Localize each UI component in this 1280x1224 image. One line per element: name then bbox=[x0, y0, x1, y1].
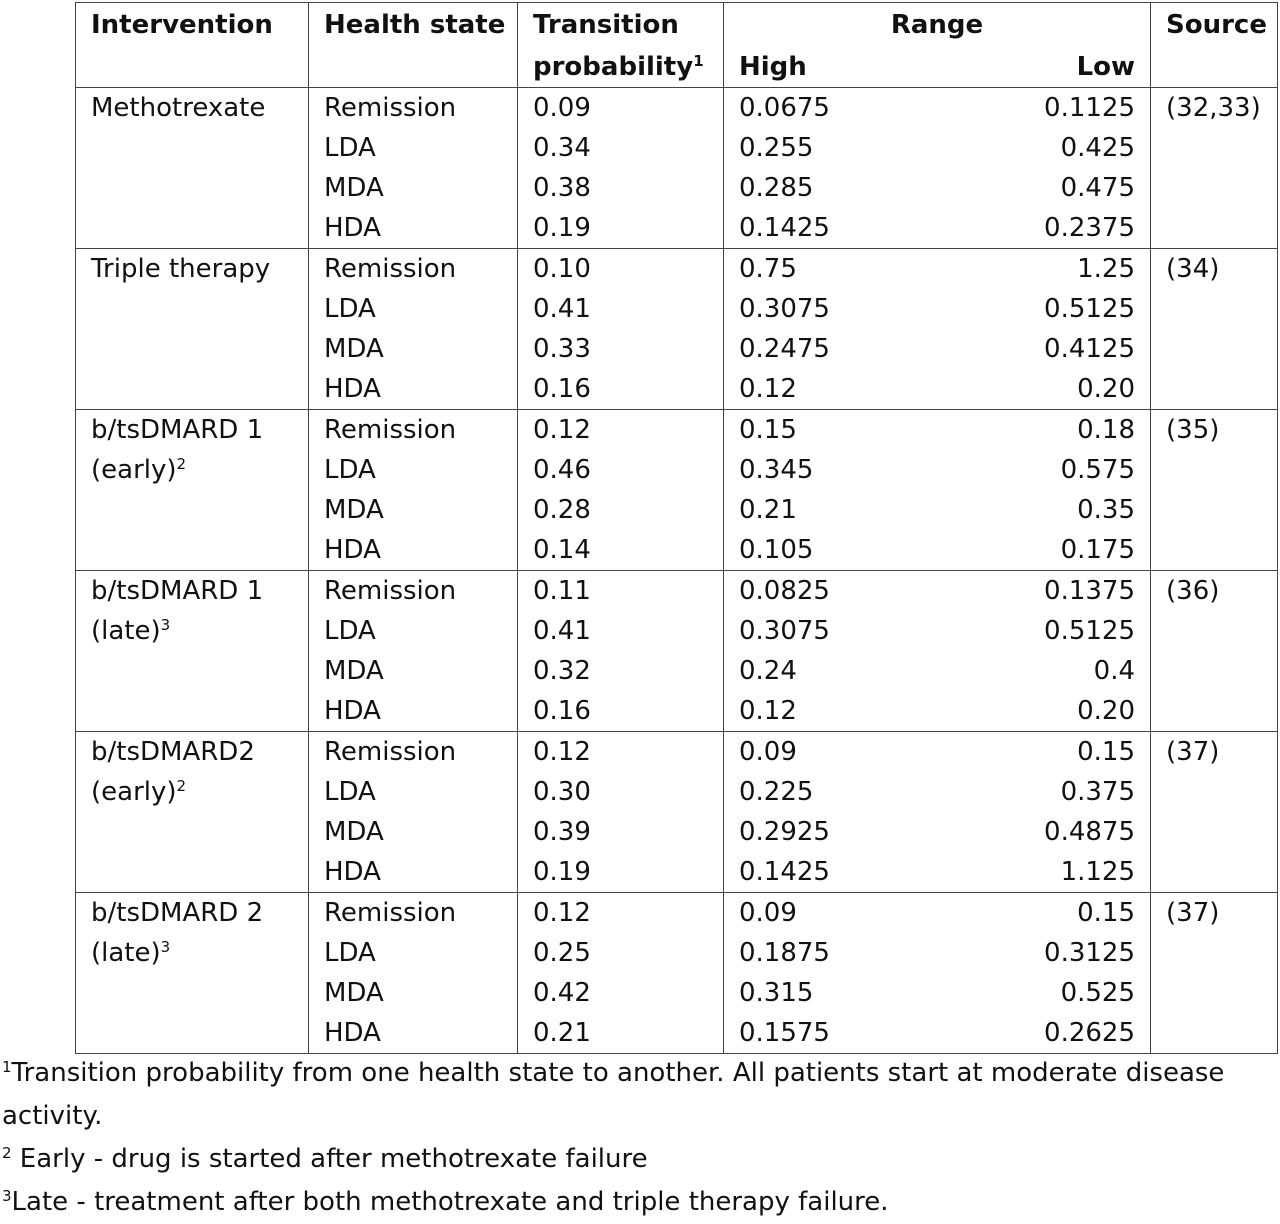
source-cell bbox=[1151, 772, 1278, 812]
health-state-cell: MDA bbox=[309, 168, 518, 208]
source-cell bbox=[1151, 530, 1278, 571]
health-state-cell: MDA bbox=[309, 329, 518, 369]
source-cell bbox=[1151, 289, 1278, 329]
range-low-cell: 1.125 bbox=[937, 852, 1151, 893]
transition-probability-cell: 0.34 bbox=[518, 128, 724, 168]
source-cell bbox=[1151, 611, 1278, 651]
health-state-cell: LDA bbox=[309, 128, 518, 168]
range-high-cell: 0.285 bbox=[724, 168, 937, 208]
range-low-cell: 0.18 bbox=[937, 410, 1151, 451]
transition-probability-cell: 0.10 bbox=[518, 249, 724, 290]
health-state-cell: LDA bbox=[309, 772, 518, 812]
transition-probability-cell: 0.12 bbox=[518, 893, 724, 934]
intervention-cell bbox=[76, 530, 309, 571]
range-low-cell: 0.575 bbox=[937, 450, 1151, 490]
intervention-cell bbox=[76, 329, 309, 369]
source-ref: (34) bbox=[1151, 249, 1278, 290]
intervention-cell bbox=[76, 208, 309, 249]
intervention-name: b/tsDMARD2 bbox=[76, 732, 309, 773]
source-cell bbox=[1151, 933, 1278, 973]
range-high-cell: 0.15 bbox=[724, 410, 937, 451]
transition-probability-cell: 0.11 bbox=[518, 571, 724, 612]
range-low-cell: 0.2375 bbox=[937, 208, 1151, 249]
range-high-cell: 0.105 bbox=[724, 530, 937, 571]
range-high-cell: 0.09 bbox=[724, 732, 937, 773]
intervention-name: b/tsDMARD 2 bbox=[76, 893, 309, 934]
range-high-cell: 0.315 bbox=[724, 973, 937, 1013]
header-source-cont bbox=[1151, 45, 1278, 88]
health-state-cell: LDA bbox=[309, 289, 518, 329]
health-state-cell: HDA bbox=[309, 691, 518, 732]
source-ref: (36) bbox=[1151, 571, 1278, 612]
header-transition-probability-cont: probability$^1$ bbox=[518, 45, 724, 88]
transition-probability-cell: 0.21 bbox=[518, 1013, 724, 1054]
range-high-cell: 0.1425 bbox=[724, 208, 937, 249]
intervention-cell bbox=[76, 1013, 309, 1054]
table-row bbox=[76, 651, 1278, 691]
health-state-cell: HDA bbox=[309, 369, 518, 410]
header-source: Source bbox=[1151, 3, 1278, 46]
range-low-cell: 0.5125 bbox=[937, 289, 1151, 329]
transition-probability-table bbox=[75, 2, 1278, 1054]
footnote-2: $^2$ Early - drug is started after methotrexate failure bbox=[2, 1144, 648, 1174]
health-state-cell: Remission bbox=[309, 249, 518, 290]
table-row bbox=[76, 812, 1278, 852]
health-state-cell: MDA bbox=[309, 973, 518, 1013]
range-high-cell: 0.75 bbox=[724, 249, 937, 290]
table-row bbox=[76, 329, 1278, 369]
header-transition-probability: Transition bbox=[518, 3, 724, 46]
intervention-cell bbox=[76, 369, 309, 410]
transition-probability-cell: 0.12 bbox=[518, 732, 724, 773]
table-row bbox=[76, 893, 1278, 934]
range-high-cell: 0.1425 bbox=[724, 852, 937, 893]
intervention-group bbox=[76, 893, 1278, 1054]
range-high-cell: 0.255 bbox=[724, 128, 937, 168]
health-state-cell: Remission bbox=[309, 893, 518, 934]
transition-probability-cell: 0.39 bbox=[518, 812, 724, 852]
range-low-cell: 0.475 bbox=[937, 168, 1151, 208]
source-cell bbox=[1151, 490, 1278, 530]
range-low-cell: 0.15 bbox=[937, 893, 1151, 934]
transition-probability-cell: 0.19 bbox=[518, 208, 724, 249]
intervention-qualifier: (early)$^2$ bbox=[76, 772, 309, 812]
range-high-cell: 0.0675 bbox=[724, 88, 937, 129]
intervention-cell bbox=[76, 691, 309, 732]
range-high-cell: 0.1575 bbox=[724, 1013, 937, 1054]
table-row bbox=[76, 208, 1278, 249]
source-cell bbox=[1151, 852, 1278, 893]
health-state-cell: LDA bbox=[309, 933, 518, 973]
health-state-cell: Remission bbox=[309, 571, 518, 612]
range-high-cell: 0.12 bbox=[724, 369, 937, 410]
range-low-cell: 0.425 bbox=[937, 128, 1151, 168]
intervention-cell bbox=[76, 651, 309, 691]
range-low-cell: 0.175 bbox=[937, 530, 1151, 571]
source-ref: (37) bbox=[1151, 893, 1278, 934]
transition-probability-cell: 0.16 bbox=[518, 369, 724, 410]
source-cell bbox=[1151, 651, 1278, 691]
range-low-cell: 1.25 bbox=[937, 249, 1151, 290]
intervention-group bbox=[76, 571, 1278, 732]
table-row bbox=[76, 168, 1278, 208]
footnote-3: $^3$Late - treatment after both methotrexate and triple therapy failure. bbox=[2, 1187, 889, 1217]
source-ref: (35) bbox=[1151, 410, 1278, 451]
range-high-cell: 0.3075 bbox=[724, 611, 937, 651]
range-low-cell: 0.4 bbox=[937, 651, 1151, 691]
header-intervention: Intervention bbox=[76, 3, 309, 46]
range-high-cell: 0.3075 bbox=[724, 289, 937, 329]
range-low-cell: 0.20 bbox=[937, 691, 1151, 732]
table-row bbox=[76, 410, 1278, 451]
source-ref: (32,33) bbox=[1151, 88, 1278, 129]
intervention-cell bbox=[76, 128, 309, 168]
header-health-state: Health state bbox=[309, 3, 518, 46]
range-low-cell: 0.4875 bbox=[937, 812, 1151, 852]
transition-probability-cell: 0.14 bbox=[518, 530, 724, 571]
range-high-cell: 0.225 bbox=[724, 772, 937, 812]
table-row bbox=[76, 289, 1278, 329]
table-row bbox=[76, 772, 1278, 812]
source-cell bbox=[1151, 329, 1278, 369]
transition-probability-cell: 0.38 bbox=[518, 168, 724, 208]
intervention-cell bbox=[76, 168, 309, 208]
transition-probability-cell: 0.41 bbox=[518, 289, 724, 329]
range-high-cell: 0.12 bbox=[724, 691, 937, 732]
health-state-cell: MDA bbox=[309, 651, 518, 691]
intervention-qualifier: (late)$^3$ bbox=[76, 611, 309, 651]
table-row bbox=[76, 128, 1278, 168]
range-high-cell: 0.21 bbox=[724, 490, 937, 530]
table-row bbox=[76, 369, 1278, 410]
table-row bbox=[76, 691, 1278, 732]
intervention-cell bbox=[76, 490, 309, 530]
source-cell bbox=[1151, 691, 1278, 732]
table-row bbox=[76, 933, 1278, 973]
intervention-qualifier: (early)$^2$ bbox=[76, 450, 309, 490]
range-low-cell: 0.35 bbox=[937, 490, 1151, 530]
footnote-1: $^1$Transition probability from one health state to another. All patients start at moderate disease activity. bbox=[2, 1058, 1225, 1131]
health-state-cell: HDA bbox=[309, 1013, 518, 1054]
source-cell bbox=[1151, 168, 1278, 208]
intervention-cell bbox=[76, 973, 309, 1013]
intervention-name: Triple therapy bbox=[76, 249, 309, 290]
transition-probability-cell: 0.30 bbox=[518, 772, 724, 812]
health-state-cell: MDA bbox=[309, 490, 518, 530]
range-high-cell: 0.2925 bbox=[724, 812, 937, 852]
range-high-cell: 0.24 bbox=[724, 651, 937, 691]
header-health-state-cont bbox=[309, 45, 518, 88]
header-range: Range bbox=[724, 3, 1151, 46]
transition-probability-cell: 0.41 bbox=[518, 611, 724, 651]
transition-probability-cell: 0.16 bbox=[518, 691, 724, 732]
transition-probability-cell: 0.32 bbox=[518, 651, 724, 691]
range-low-cell: 0.20 bbox=[937, 369, 1151, 410]
transition-probability-cell: 0.09 bbox=[518, 88, 724, 129]
range-high-cell: 0.345 bbox=[724, 450, 937, 490]
header-range-low: Low bbox=[937, 45, 1151, 88]
intervention-group bbox=[76, 732, 1278, 893]
source-cell bbox=[1151, 812, 1278, 852]
range-low-cell: 0.4125 bbox=[937, 329, 1151, 369]
transition-probability-cell: 0.25 bbox=[518, 933, 724, 973]
table-row bbox=[76, 490, 1278, 530]
intervention-group bbox=[76, 88, 1278, 249]
range-high-cell: 0.0825 bbox=[724, 571, 937, 612]
header-intervention-cont bbox=[76, 45, 309, 88]
intervention-name: b/tsDMARD 1 bbox=[76, 571, 309, 612]
table-row bbox=[76, 249, 1278, 290]
table-row bbox=[76, 973, 1278, 1013]
health-state-cell: HDA bbox=[309, 530, 518, 571]
transition-probability-cell: 0.19 bbox=[518, 852, 724, 893]
transition-probability-cell: 0.33 bbox=[518, 329, 724, 369]
table-row bbox=[76, 852, 1278, 893]
table-row bbox=[76, 732, 1278, 773]
intervention-cell bbox=[76, 289, 309, 329]
source-cell bbox=[1151, 450, 1278, 490]
source-cell bbox=[1151, 973, 1278, 1013]
source-cell bbox=[1151, 128, 1278, 168]
health-state-cell: HDA bbox=[309, 208, 518, 249]
source-cell bbox=[1151, 369, 1278, 410]
range-low-cell: 0.375 bbox=[937, 772, 1151, 812]
transition-probability-cell: 0.12 bbox=[518, 410, 724, 451]
intervention-name: b/tsDMARD 1 bbox=[76, 410, 309, 451]
health-state-cell: HDA bbox=[309, 852, 518, 893]
source-cell bbox=[1151, 208, 1278, 249]
table-row bbox=[76, 571, 1278, 612]
table-row bbox=[76, 88, 1278, 129]
range-high-cell: 0.2475 bbox=[724, 329, 937, 369]
intervention-cell bbox=[76, 852, 309, 893]
range-low-cell: 0.1125 bbox=[937, 88, 1151, 129]
health-state-cell: MDA bbox=[309, 812, 518, 852]
range-low-cell: 0.2625 bbox=[937, 1013, 1151, 1054]
footnotes bbox=[2, 1052, 1272, 1224]
header-range-high: High bbox=[724, 45, 937, 88]
table-row bbox=[76, 611, 1278, 651]
range-high-cell: 0.09 bbox=[724, 893, 937, 934]
source-cell bbox=[1151, 1013, 1278, 1054]
health-state-cell: Remission bbox=[309, 732, 518, 773]
intervention-qualifier: (late)$^3$ bbox=[76, 933, 309, 973]
intervention-group bbox=[76, 410, 1278, 571]
transition-probability-cell: 0.46 bbox=[518, 450, 724, 490]
health-state-cell: LDA bbox=[309, 450, 518, 490]
table-row bbox=[76, 530, 1278, 571]
health-state-cell: Remission bbox=[309, 88, 518, 129]
range-low-cell: 0.15 bbox=[937, 732, 1151, 773]
table-row bbox=[76, 450, 1278, 490]
health-state-cell: Remission bbox=[309, 410, 518, 451]
table-row bbox=[76, 1013, 1278, 1054]
range-high-cell: 0.1875 bbox=[724, 933, 937, 973]
intervention-cell bbox=[76, 812, 309, 852]
intervention-name: Methotrexate bbox=[76, 88, 309, 129]
range-low-cell: 0.3125 bbox=[937, 933, 1151, 973]
health-state-cell: LDA bbox=[309, 611, 518, 651]
range-low-cell: 0.1375 bbox=[937, 571, 1151, 612]
range-low-cell: 0.5125 bbox=[937, 611, 1151, 651]
intervention-group bbox=[76, 249, 1278, 410]
transition-probability-cell: 0.28 bbox=[518, 490, 724, 530]
range-low-cell: 0.525 bbox=[937, 973, 1151, 1013]
transition-probability-cell: 0.42 bbox=[518, 973, 724, 1013]
source-ref: (37) bbox=[1151, 732, 1278, 773]
